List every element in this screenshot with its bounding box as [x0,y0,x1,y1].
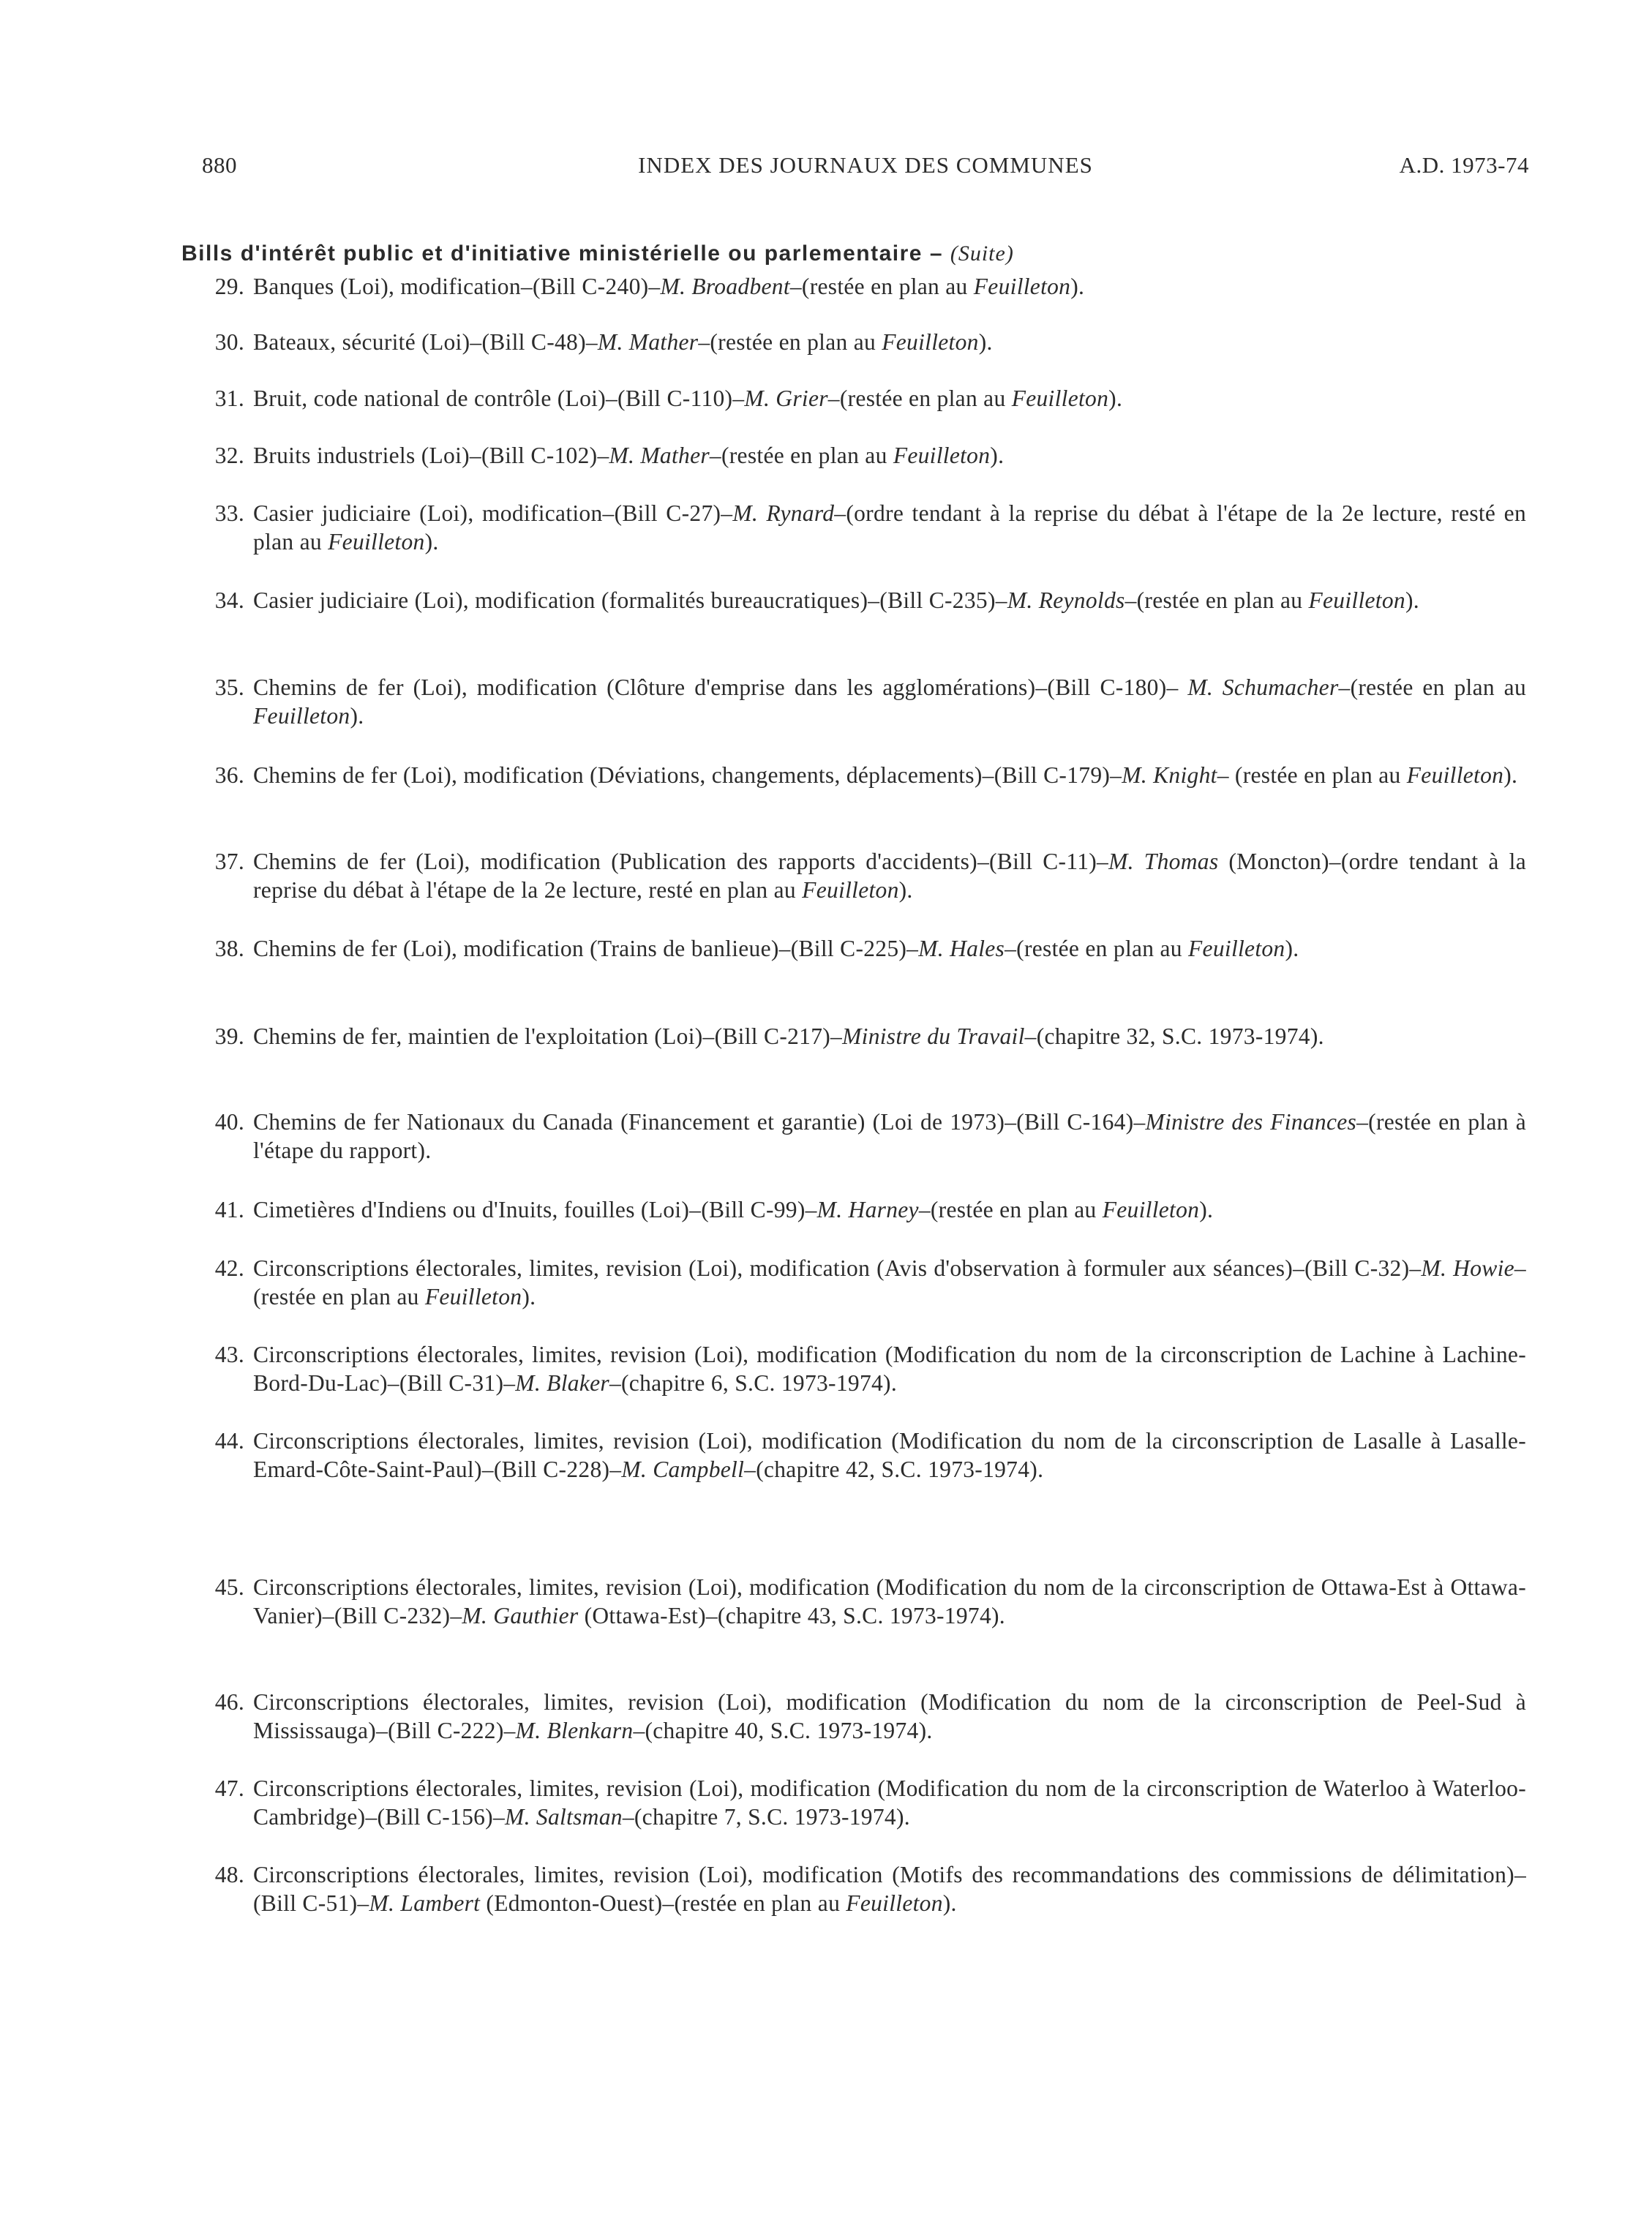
list-item [214,1195,1526,1224]
entry-number: 34. [214,587,244,613]
entry-text: Circonscriptions électorales, limites, revision (Loi), modification (Modification du nom de la circonscription de Lasalle à Lasalle-Emard-Côte-Saint-Paul)–(Bill C-228)– [253,1428,1526,1482]
entry-text: Cimetières d'Indiens ou d'Inuits, fouilles (Loi)–(Bill C-99)– [253,1197,817,1222]
entry-text: Chemins de fer Nationaux du Canada (Financement et garantie) (Loi de 1973)–(Bill C-164)– [253,1109,1146,1135]
list-item [214,499,1526,556]
entry-number: 43. [214,1342,244,1367]
member-name: M. Saltsman [505,1804,623,1830]
entry-text: –(chapitre 7, S.C. 1973-1974). [622,1804,910,1830]
entry-text: Circonscriptions électorales, limites, revision (Loi), modification (Motifs des recommandations des commissions de délimitation)–(Bill C-51)– [253,1862,1526,1916]
list-item [214,934,1526,963]
member-name: M. Campbell [621,1457,745,1482]
entry-text: – (restée en plan au [1217,762,1407,788]
entry-text: Circonscriptions électorales, limites, revision (Loi), modification (Modification du nom de la circonscription de Lachine à Lachine-Bord-Du-Lac)–(Bill C-31)– [253,1342,1526,1396]
entry-text: Chemins de fer (Loi), modification (Déviations, changements, déplacements)–(Bill C-179)– [253,762,1122,788]
entry-text: (Ottawa-Est)–(chapitre 43, S.C. 1973-1974). [578,1603,1005,1628]
member-name: M. Lambert [369,1890,481,1916]
entry-text: –(restée en plan au [1005,936,1189,961]
entry-text: Chemins de fer (Loi), modification (Clôture d'emprise dans les agglomérations)–(Bill C-180)– [253,675,1188,700]
entry-text: Circonscriptions électorales, limites, revision (Loi), modification (Modification du nom de la circonscription de Ottawa-Est à Ottawa-Vanier)–(Bill C-232)– [253,1574,1526,1628]
feuilleton-ref: Feuilleton [1188,936,1285,961]
entry-text: ). [522,1284,536,1309]
entry-number: 37. [214,849,244,874]
feuilleton-ref: Feuilleton [424,1284,522,1309]
page-header [202,152,1529,189]
list-item [214,384,1526,413]
entry-text: –(chapitre 6, S.C. 1973-1974). [609,1370,898,1396]
list-item [214,1254,1526,1311]
entry-text: –(restée en plan à l'étape du rapport). [253,1109,1527,1163]
entry-text: ). [942,1890,957,1916]
entry-number: 42. [214,1255,244,1281]
feuilleton-ref: Feuilleton [253,703,350,729]
member-name: M. Knight [1122,762,1217,788]
entry-text: (Edmonton-Ouest)–(restée en plan au [480,1890,846,1916]
feuilleton-ref: Feuilleton [973,274,1071,299]
feuilleton-ref: Feuilleton [1102,1197,1200,1222]
entry-text: ). [898,877,913,903]
entry-text: Casier judiciaire (Loi), modification (formalités bureaucratiques)–(Bill C-235)– [253,587,1007,613]
entry-text: –(restée en plan au [709,443,893,468]
member-name: M. Reynolds [1007,587,1125,613]
member-name: M. Thomas [1108,849,1219,874]
entry-number: 45. [214,1574,244,1600]
entry-text: Circonscriptions électorales, limites, revision (Loi), modification (Avis d'observation à formuler aux séances)–(Bill C-32)– [253,1255,1422,1281]
entry-text: Casier judiciaire (Loi), modification–(Bill C-27)– [253,500,733,526]
list-item [214,441,1526,470]
entry-text: ). [1405,587,1419,613]
list-item [214,1860,1526,1917]
entry-text: Chemins de fer (Loi), modification (Publication des rapports d'accidents)–(Bill C-11)– [253,849,1109,874]
list-item [214,1340,1526,1397]
list-item [214,1774,1526,1831]
entry-text: –(chapitre 42, S.C. 1973-1974). [744,1457,1044,1482]
list-item [214,673,1526,730]
entry-text: ). [1285,936,1299,961]
entry-number: 47. [214,1776,244,1801]
entry-text: –(restée en plan au [789,274,974,299]
entry-number: 41. [214,1197,244,1222]
entry-text: Chemins de fer, maintien de l'exploitation (Loi)–(Bill C-217)– [253,1023,843,1049]
feuilleton-ref: Feuilleton [328,529,425,555]
entry-text: ). [1199,1197,1214,1222]
entry-text: ). [350,703,364,729]
list-item [214,1427,1526,1484]
entry-text: Banques (Loi), modification–(Bill C-240)– [253,274,661,299]
list-item [214,1573,1526,1630]
entry-number: 48. [214,1862,244,1887]
list-item [214,1688,1526,1745]
section-heading [181,241,1535,266]
list-item [214,328,1526,356]
entry-text: ). [978,329,993,355]
list-item [214,586,1526,615]
entry-text: –(chapitre 40, S.C. 1973-1974). [633,1718,933,1743]
member-name: M. Blaker [515,1370,609,1396]
entry-number: 29. [214,274,244,299]
entry-number: 46. [214,1689,244,1715]
entry-number: 35. [214,675,244,700]
entry-text: –(restée en plan au [698,329,882,355]
entry-text: –(chapitre 32, S.C. 1973-1974). [1024,1023,1324,1049]
entry-text: Chemins de fer (Loi), modification (Trains de banlieue)–(Bill C-225)– [253,936,919,961]
year-range: A.D. 1973-74 [1399,152,1529,178]
entry-text: –(ordre tendant à la reprise du débat à l'étape de la 2e lecture, resté en plan au [253,500,1526,555]
entry-text: –(restée en plan au [918,1197,1103,1222]
entry-text: –(restée en plan au [1338,675,1526,700]
page-number: 880 [202,152,237,178]
member-name: Ministre des Finances [1145,1109,1357,1135]
feuilleton-ref: Feuilleton [893,443,991,468]
entry-number: 32. [214,443,244,468]
entry-text: –(restée en plan au [827,386,1012,411]
feuilleton-ref: Feuilleton [1308,587,1405,613]
running-title: INDEX DES JOURNAUX DES COMMUNES [638,152,1093,178]
feuilleton-ref: Feuilleton [882,329,979,355]
entry-number: 44. [214,1428,244,1454]
list-item [214,847,1526,904]
entry-text: Circonscriptions électorales, limites, revision (Loi), modification (Modification du nom de la circonscription de Waterloo à Waterloo-Cambridge)–(Bill C-156)– [253,1776,1526,1830]
list-item [214,1022,1526,1051]
list-item [214,272,1526,301]
feuilleton-ref: Feuilleton [1011,386,1109,411]
member-name: M. Gauthier [462,1603,579,1628]
member-name: Ministre du Travail [842,1023,1025,1049]
section-heading-text: Bills d'intérêt public et d'initiative ministérielle ou parlementaire – [181,241,950,266]
list-item [214,761,1526,789]
entry-number: 36. [214,762,244,788]
entry-text: –(restée en plan au [253,1255,1526,1309]
member-name: M. Grier [744,386,828,411]
entry-number: 39. [214,1023,244,1049]
feuilleton-ref: Feuilleton [846,1890,943,1916]
entry-text: ). [1070,274,1085,299]
entry-text: (Moncton)–(ordre tendant à la reprise du débat à l'étape de la 2e lecture, resté en plan au [253,849,1526,903]
section-suite: (Suite) [950,241,1014,266]
member-name: M. Mather [609,443,710,468]
member-name: M. Howie [1421,1255,1514,1281]
entry-number: 40. [214,1109,244,1135]
member-name: M. Rynard [732,500,835,526]
entry-text: Bateaux, sécurité (Loi)–(Bill C-48)– [253,329,598,355]
entry-text: ). [1503,762,1518,788]
feuilleton-ref: Feuilleton [802,877,899,903]
entry-number: 38. [214,936,244,961]
list-item [214,1108,1527,1165]
member-name: M. Harney [816,1197,919,1222]
member-name: M. Hales [918,936,1005,961]
entry-text: Circonscriptions électorales, limites, revision (Loi), modification (Modification du nom de la circonscription de Peel-Sud à Mississauga)–(Bill C-222)– [253,1689,1526,1743]
entry-text: Bruits industriels (Loi)–(Bill C-102)– [253,443,609,468]
entry-text: Bruit, code national de contrôle (Loi)–(Bill C-110)– [253,386,745,411]
entry-text: –(restée en plan au [1125,587,1309,613]
entry-text: ). [424,529,439,555]
entry-number: 30. [214,329,244,355]
entry-text: ). [990,443,1005,468]
entry-text: ). [1108,386,1123,411]
entry-number: 33. [214,500,244,526]
member-name: M. Blenkarn [515,1718,634,1743]
feuilleton-ref: Feuilleton [1406,762,1504,788]
entry-number: 31. [214,386,244,411]
member-name: M. Broadbent [660,274,790,299]
member-name: M. Schumacher [1187,675,1339,700]
member-name: M. Mather [597,329,699,355]
